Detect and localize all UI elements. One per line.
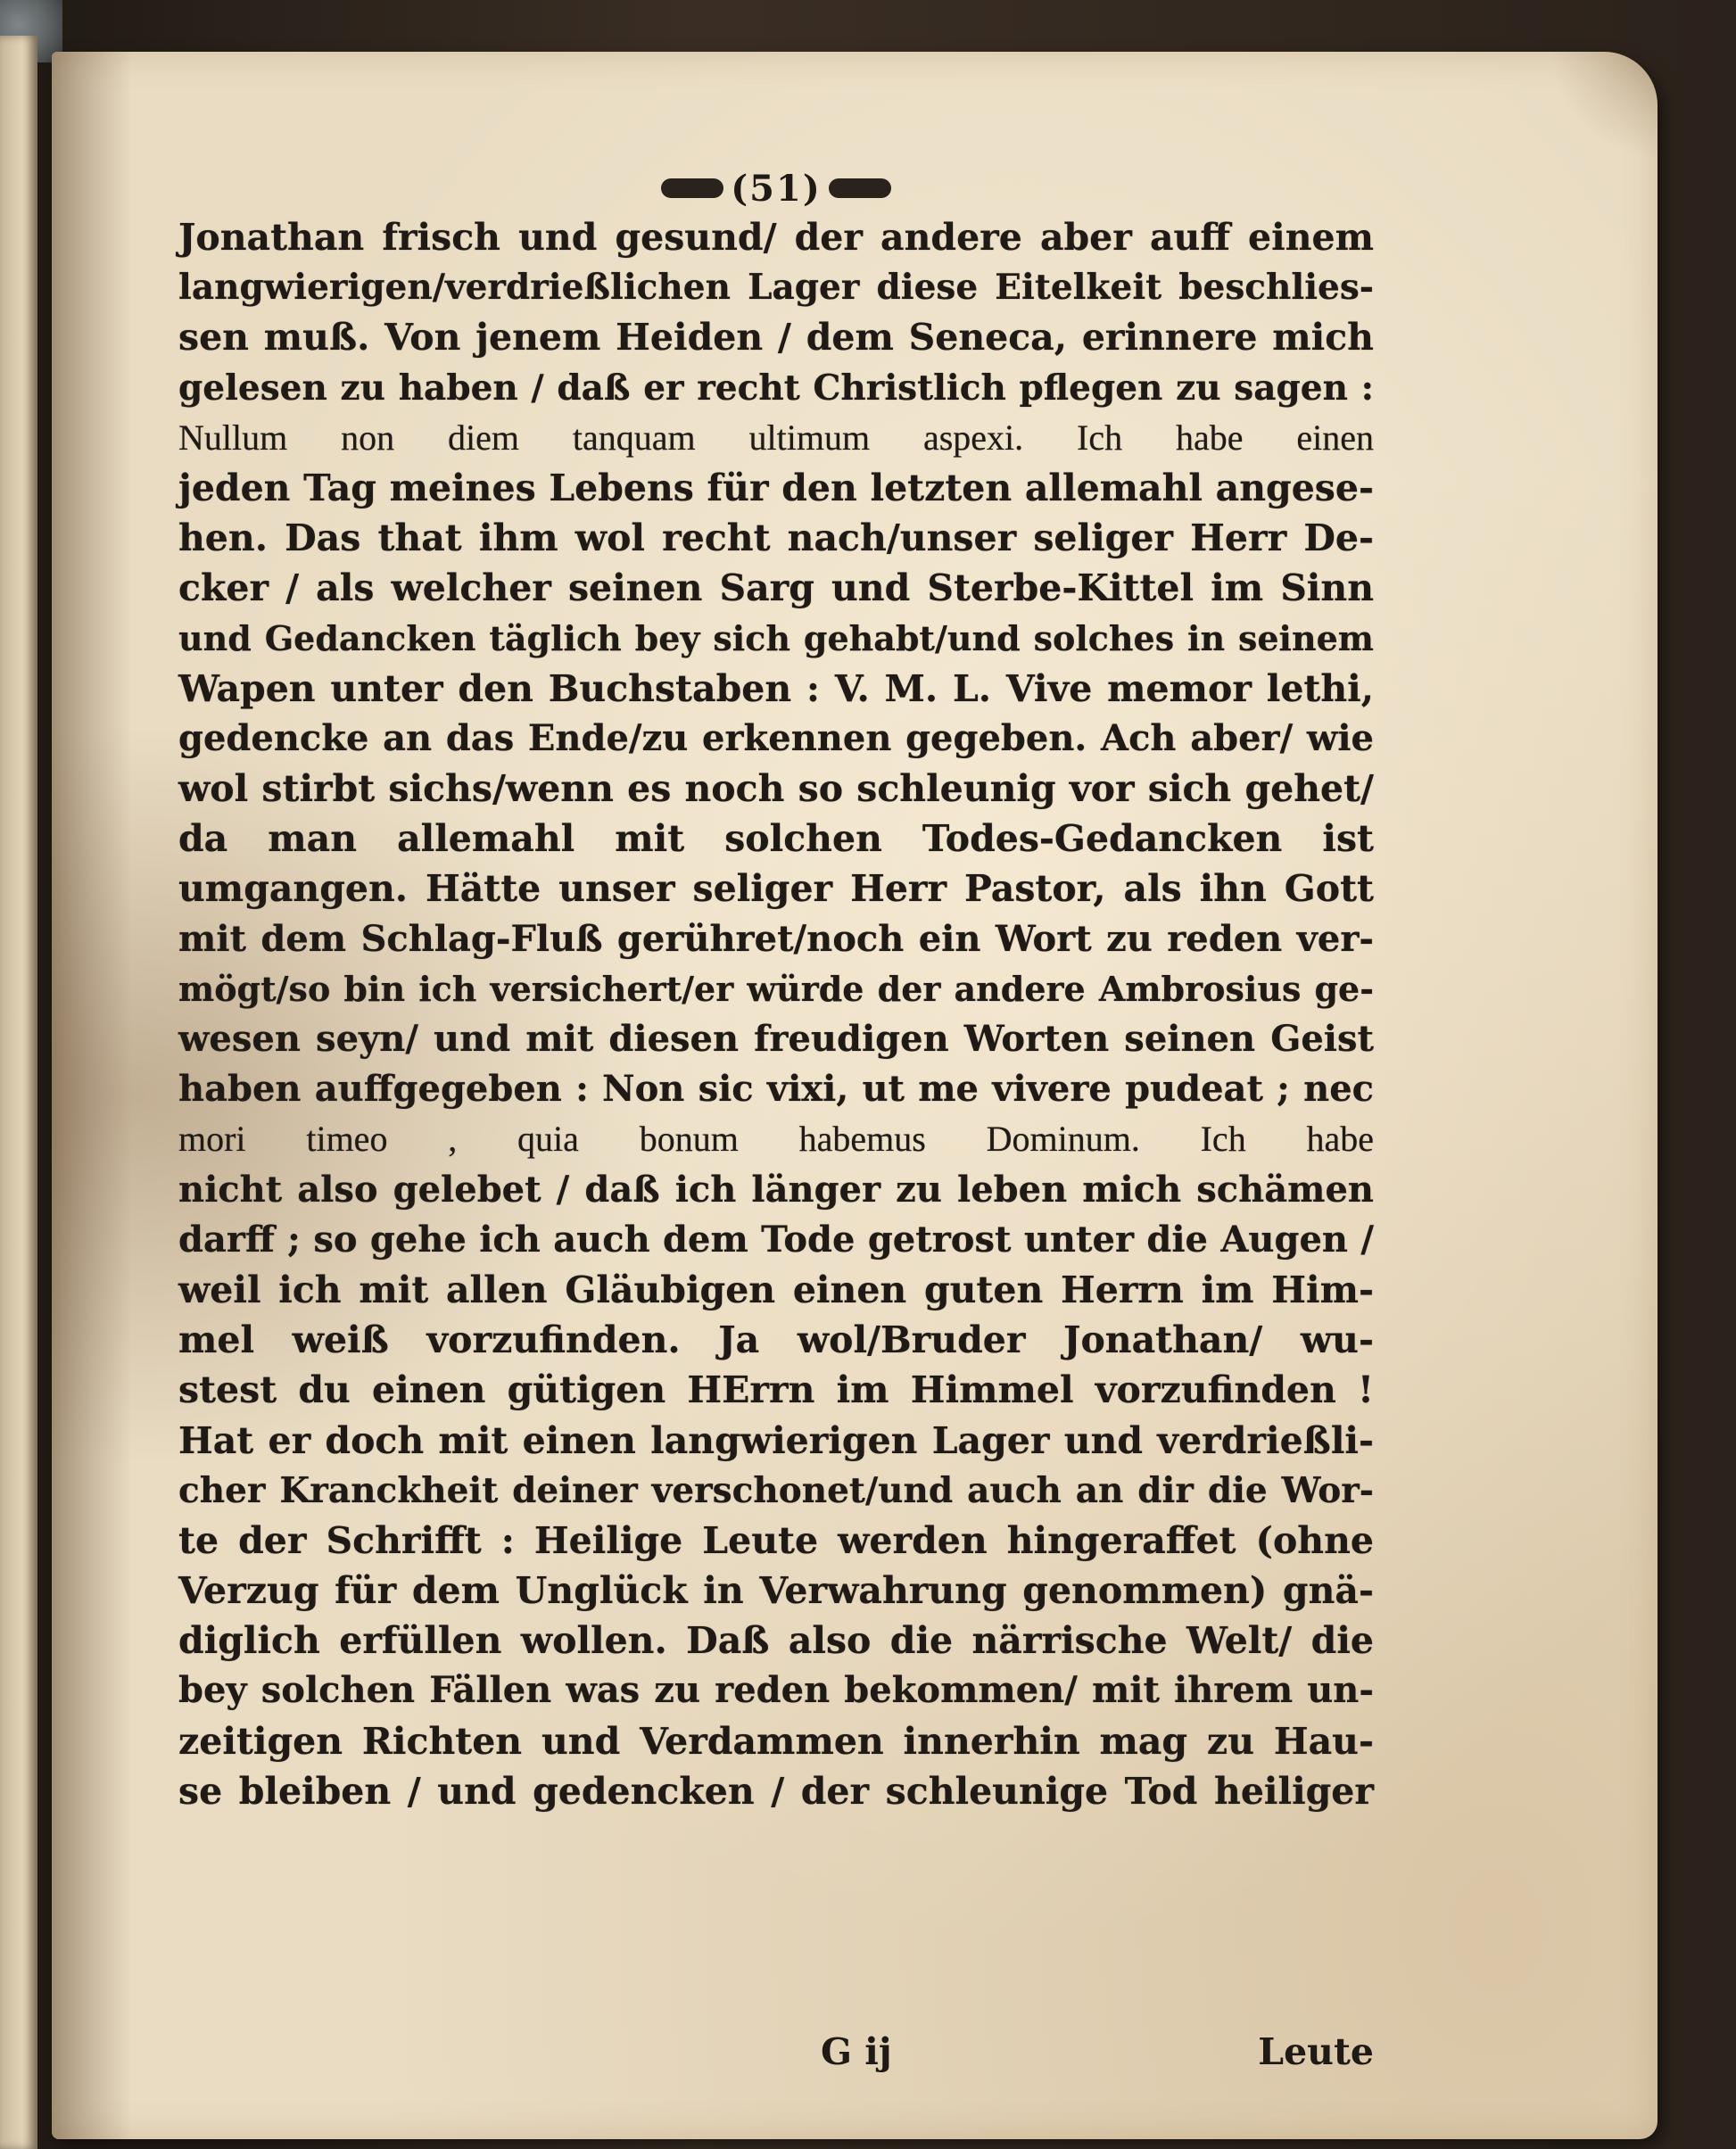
page-footer <box>178 2030 1374 2084</box>
text-line: wesen seyn/ und mit diesen freudigen Worten seinen Geist <box>178 1018 1374 1060</box>
text-line: mel weiß vorzufinden. Ja wol/Bruder Jonathan/ wu- <box>178 1318 1374 1362</box>
right-ornament-icon <box>829 178 891 198</box>
text-line: jeden Tag meines Lebens für den letzten allemahl angese- <box>178 466 1374 509</box>
corner-wear <box>1550 52 1657 159</box>
text-line: mori timeo , quia bonum habemus Dominum. Ich habe <box>178 1119 1374 1160</box>
text-line: darff ; so gehe ich auch dem Tode getrost unter die Augen / <box>178 1218 1374 1260</box>
body-text <box>178 212 1374 1816</box>
text-line: nicht also gelebet / daß ich länger zu leben mich schämen <box>178 1168 1374 1211</box>
text-line: und Gedancken täglich bey sich gehabt/und solches in seinem <box>178 617 1374 658</box>
text-line: Verzug für dem Unglück in Verwahrung genommen) gnä- <box>178 1569 1374 1613</box>
text-line: stest du einen gütigen HErrn im Himmel vorzufinden ! <box>178 1368 1374 1412</box>
text-line: Nullum non diem tanquam ultimum aspexi. Ich habe einen <box>178 417 1374 458</box>
text-line: Wapen unter den Buchstaben : V. M. L. Vive memor lethi, <box>178 666 1374 710</box>
text-line: diglich erfüllen wollen. Daß also die närrische Welt/ die <box>178 1619 1374 1663</box>
left-ornament-icon <box>661 178 723 198</box>
text-line: langwierigen/verdrießlichen Lager diese Eitelkeit beschlies- <box>178 267 1374 309</box>
page-header <box>178 157 1374 219</box>
text-line: sen muß. Von jenem Heiden / dem Seneca, erinnere mich <box>178 316 1374 360</box>
text-line: cker / als welcher seinen Sarg und Sterbe-Kittel im Sinn <box>178 566 1374 610</box>
text-line: se bleiben / und gedencken / der schleunige Tod heiliger <box>178 1769 1374 1813</box>
text-line: hen. Das that ihm wol recht nach/unser seliger Herr De- <box>178 517 1374 560</box>
text-line: cher Kranckheit deiner verschonet/und auch an dir die Wor- <box>178 1469 1374 1511</box>
book-page <box>52 52 1657 2139</box>
text-line: zeitigen Richten und Verdammen innerhin mag zu Hau- <box>178 1719 1374 1763</box>
text-line: gedencke an das Ende/zu erkennen gegeben. Ach aber/ wie <box>178 716 1374 759</box>
text-line: wol stirbt sichs/wenn es noch so schleunig vor sich gehet/ <box>178 767 1374 811</box>
signature-mark: G ij <box>821 2030 892 2073</box>
text-line: umgangen. Hätte unser seliger Herr Pastor, als ihn Gott <box>178 867 1374 911</box>
text-line: gelesen zu haben / daß er recht Christlich pflegen zu sagen : <box>178 367 1374 409</box>
text-line: da man allemahl mit solchen Todes-Gedancken ist <box>178 817 1374 861</box>
text-line: Hat er doch mit einen langwierigen Lager und verdrießli- <box>178 1418 1374 1462</box>
text-line: mit dem Schlag-Fluß gerühret/noch ein Wort zu reden ver- <box>178 917 1374 960</box>
gutter-shadow <box>52 52 132 2139</box>
text-line: te der Schrifft : Heilige Leute werden hingeraffet (ohne <box>178 1518 1374 1562</box>
left-page-edge <box>0 36 37 2149</box>
text-line: Jonathan frisch und gesund/ der andere aber auff einem <box>178 216 1374 259</box>
text-line: haben auffgegeben : Non sic vixi, ut me vivere pudeat ; nec <box>178 1068 1374 1111</box>
text-line: mögt/so bin ich versichert/er würde der andere Ambrosius ge- <box>178 968 1374 1009</box>
text-line: bey solchen Fällen was zu reden bekommen/ mit ihrem un- <box>178 1669 1374 1712</box>
text-line: weil ich mit allen Gläubigen einen guten Herrn im Him- <box>178 1268 1374 1311</box>
page-number: (51) <box>731 167 822 210</box>
catchword: Leute <box>1258 2030 1374 2073</box>
